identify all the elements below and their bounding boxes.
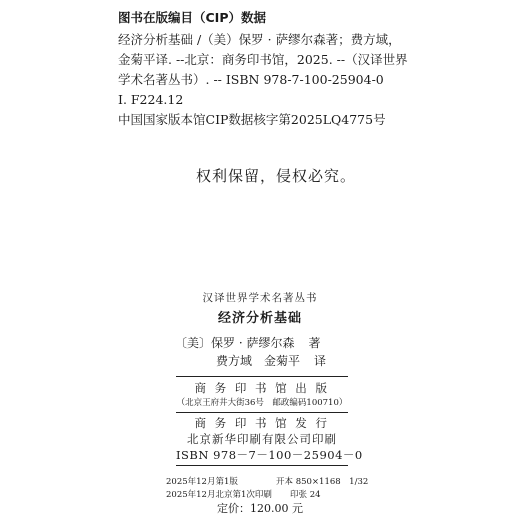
series-name: 汉译世界学术名著丛书: [202, 292, 318, 304]
publisher-box: [176, 376, 363, 466]
format-info: 开本 850×1168 1/32: [276, 477, 369, 487]
edition-info: 2025年12月第1版: [166, 477, 238, 487]
translator-role: 译: [314, 354, 327, 368]
author-role: 著: [308, 336, 321, 350]
printing-info: 2025年12月北京第1次印刷: [166, 490, 272, 500]
box-divider: [176, 412, 348, 413]
rights-notice: 权利保留，侵权必究。: [196, 167, 357, 185]
publisher-line: 商 务 印 书 馆 出 版: [194, 381, 330, 395]
cip-line: 学术名著丛书）. -- ISBN 978-7-100-25904-0: [118, 72, 384, 87]
author-credit: [175, 334, 320, 352]
cip-line: 经济分析基础 /（美）保罗 · 萨缪尔森著；费方域，: [118, 32, 401, 47]
translator-names: 费方域 金菊平: [216, 354, 301, 368]
cip-line: 中国国家版本馆CIP数据核字第2025LQ4775号: [118, 112, 386, 127]
distributor-line: 商 务 印 书 馆 发 行: [194, 416, 330, 430]
price-line: 定价：120.00 元: [217, 502, 303, 515]
publisher-address: （北京王府井大街36号 邮政编码100710）: [176, 398, 348, 408]
book-title: 经济分析基础: [217, 311, 302, 326]
translator-credit: [216, 352, 326, 370]
printer-line: 北京新华印刷有限公司印刷: [187, 432, 337, 446]
cip-data-block: [118, 8, 458, 130]
imprint-block: [0, 290, 520, 329]
sheets-info: 印张 24: [290, 490, 321, 500]
cip-line: 金菊平译. --北京：商务印书馆，2025. --（汉译世界: [118, 52, 408, 67]
cip-heading: 图书在版编目（CIP）数据: [118, 10, 266, 25]
isbn-line: ISBN 978－7－100－25904－0: [176, 448, 363, 462]
author-name: 〔美〕保罗 · 萨缪尔森: [175, 336, 295, 350]
cip-line: Ⅰ. F224.12: [118, 92, 184, 107]
